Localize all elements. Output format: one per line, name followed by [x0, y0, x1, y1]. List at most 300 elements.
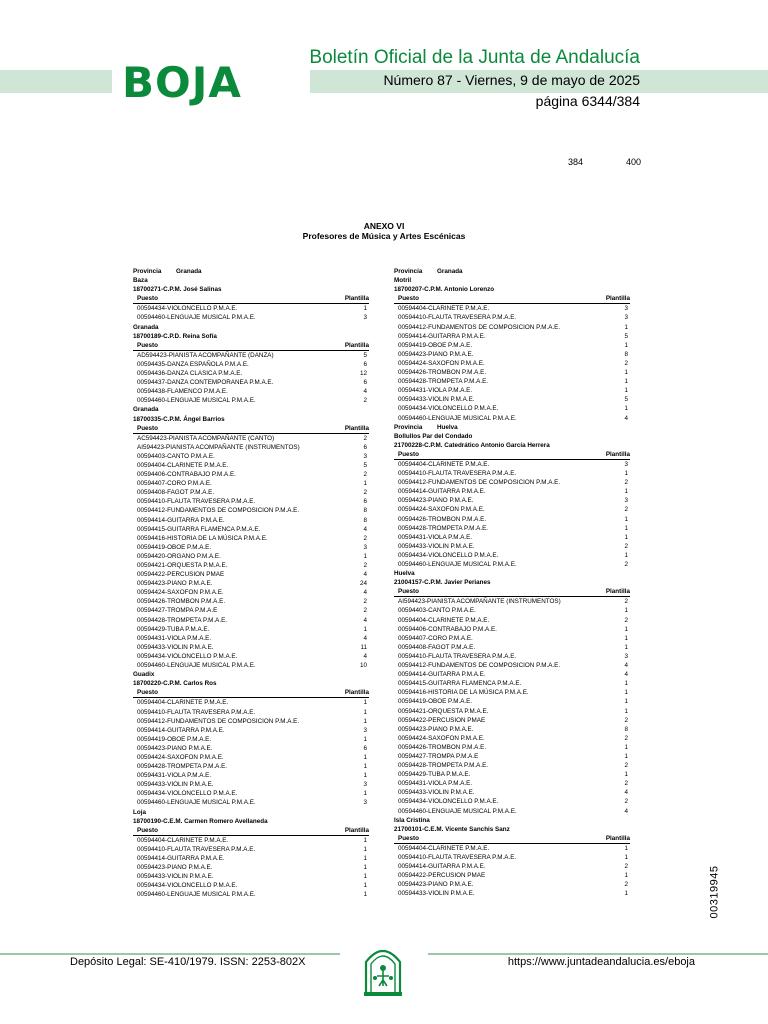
column-header-puesto: Puesto — [398, 834, 419, 842]
table-row — [133, 753, 369, 762]
staff-count: 1 — [363, 753, 367, 761]
staff-count: 6 — [363, 443, 367, 451]
post-name: 00594460-LENGUAJE MUSICAL P.M.A.E. — [137, 662, 256, 670]
column-header-puesto: Puesto — [137, 424, 158, 432]
staff-count: 1 — [624, 533, 628, 541]
page-numbers — [568, 157, 684, 167]
staff-count: 4 — [624, 662, 628, 670]
table-row — [394, 853, 630, 862]
staff-count: 4 — [363, 589, 367, 597]
post-name: 00594410-FLAUTA TRAVESERA P.M.A.E. — [398, 854, 517, 861]
post-name: 00594408-FAGOT P.M.A.E. — [398, 643, 476, 651]
post-name: 00594408-FAGOT P.M.A.E. — [137, 489, 215, 497]
staff-count: 3 — [624, 652, 628, 660]
staff-count: 1 — [363, 305, 367, 313]
post-name: 00594412-FUNDAMENTOS DE COMPOSICION P.M.A.E. — [137, 717, 300, 725]
staff-count: 3 — [363, 452, 367, 460]
annex-title: ANEXO VI — [363, 221, 405, 231]
table-row — [394, 597, 630, 606]
table-row — [394, 761, 630, 770]
table-row — [133, 506, 369, 515]
column-header-puesto: Puesto — [137, 826, 158, 834]
post-name: 00594403-CANTO P.M.A.E. — [137, 452, 215, 460]
staff-count: 2 — [363, 471, 367, 479]
table-row — [394, 377, 630, 386]
post-name: 00594436-DANZA CLASICA P.M.A.E. — [137, 370, 243, 378]
table-row — [133, 369, 369, 378]
table-row — [133, 434, 369, 443]
table-row — [394, 752, 630, 761]
post-name: 00594426-TROMBON P.M.A.E. — [398, 515, 487, 523]
staff-count: 12 — [359, 370, 367, 378]
staff-count: 2 — [624, 598, 628, 606]
staff-count: 6 — [363, 360, 367, 368]
table-row — [394, 643, 630, 652]
post-name: 00594410-FLAUTA TRAVESERA P.M.A.E. — [398, 314, 517, 322]
post-name: 00594426-TROMBON P.M.A.E. — [137, 598, 226, 606]
post-name: 00594404-CLARINETE P.M.A.E. — [137, 461, 229, 469]
staff-count: 1 — [363, 873, 367, 881]
staff-count: 8 — [624, 725, 628, 733]
post-name: AI594423-PIANISTA ACOMPAÑANTE (INSTRUMENTOS) — [398, 598, 561, 606]
table-row — [133, 570, 369, 579]
table-row — [394, 368, 630, 377]
staff-count: 24 — [359, 580, 367, 588]
staff-count: 1 — [624, 405, 628, 413]
table-row — [133, 661, 369, 670]
post-name: 00594423-PIANO P.M.A.E. — [137, 864, 213, 872]
table-row — [394, 652, 630, 661]
post-name: 00594423-PIANO P.M.A.E. — [398, 497, 474, 505]
staff-count: 6 — [363, 498, 367, 506]
staff-count: 2 — [624, 881, 628, 889]
table-row — [394, 779, 630, 788]
post-name: 00594414-GUITARRA P.M.A.E. — [398, 488, 486, 496]
post-name: AI594423-PIANISTA ACOMPAÑANTE (INSTRUMENTOS) — [137, 443, 300, 451]
staff-count: 2 — [363, 562, 367, 569]
staff-count: 1 — [363, 790, 367, 798]
post-name: 00594415-GUITARRA FLAMENCA P.M.A.E. — [137, 525, 261, 533]
post-name: 00594424-SAXOFON P.M.A.E. — [398, 734, 485, 742]
post-name: 00594433-VIOLIN P.M.A.E. — [398, 789, 475, 797]
post-name: 00594434-VIOLONCELLO P.M.A.E. — [137, 882, 238, 890]
post-name: 00594433-VIOLIN P.M.A.E. — [398, 542, 475, 550]
post-name: 00594429-TUBA P.M.A.E. — [398, 771, 471, 779]
table-header — [394, 834, 630, 844]
table-header — [133, 341, 369, 351]
staff-count: 1 — [363, 480, 367, 488]
post-name: 00594407-CORO P.M.A.E. — [137, 480, 212, 488]
post-name: 00594433-VIOLIN P.M.A.E. — [398, 890, 475, 898]
locality-name: Huelva — [394, 570, 415, 578]
table-row — [394, 862, 630, 871]
center-name: 18700335-C.P.M. Ángel Barrios — [133, 415, 225, 423]
table-row — [133, 771, 369, 780]
staff-count: 2 — [363, 397, 367, 405]
table-row — [394, 889, 630, 898]
post-name: 00594422-PERCUSION PMAE — [398, 872, 486, 880]
table-row — [133, 717, 369, 726]
table-row — [133, 351, 369, 360]
staff-count: 1 — [624, 524, 628, 532]
staff-count: 2 — [624, 863, 628, 871]
staff-count: 1 — [363, 836, 367, 844]
table-row — [133, 470, 369, 479]
post-name: 00594433-VIOLIN P.M.A.E. — [137, 643, 214, 651]
post-name: 00594426-TROMBON P.M.A.E. — [398, 743, 487, 751]
issue-info: Número 87 - Viernes, 9 de mayo de 2025 — [383, 72, 640, 88]
staff-count: 2 — [363, 607, 367, 615]
staff-count: 1 — [624, 698, 628, 706]
staff-count: 3 — [624, 460, 628, 468]
staff-count: 3 — [363, 781, 367, 789]
staff-count: 1 — [624, 854, 628, 861]
junta-andalucia-emblem-icon — [362, 938, 404, 998]
post-name: 00594460-LENGUAJE MUSICAL P.M.A.E. — [398, 414, 517, 422]
staff-count: 1 — [624, 515, 628, 523]
table-row — [133, 789, 369, 798]
staff-count: 1 — [363, 864, 367, 872]
staff-count: 4 — [363, 652, 367, 660]
post-name: 00594404-CLARINETE P.M.A.E. — [398, 616, 490, 624]
table-row — [133, 735, 369, 744]
table-header — [133, 424, 369, 434]
province-line — [394, 423, 630, 432]
table-row — [133, 461, 369, 470]
locality-name: Baza — [133, 277, 148, 285]
post-name: 00594435-DANZA ESPAÑOLA P.M.A.E. — [137, 360, 249, 368]
side-code — [710, 864, 725, 924]
post-name: 00594415-GUITARRA FLAMENCA P.M.A.E. — [398, 680, 522, 688]
post-name: 00594404-CLARINETE P.M.A.E. — [137, 699, 229, 707]
staff-count: 6 — [363, 744, 367, 752]
staff-count: 3 — [624, 497, 628, 505]
table-row — [133, 762, 369, 771]
post-name: 00594410-FLAUTA TRAVESERA P.M.A.E. — [398, 470, 517, 478]
post-name: 00594434-VIOLONCELLO P.M.A.E. — [398, 798, 499, 806]
staff-count: 1 — [624, 341, 628, 349]
table-row — [394, 313, 630, 322]
post-name: 00594412-FUNDAMENTOS DE COMPOSICION P.M.A.E. — [398, 323, 561, 331]
header-band-left — [0, 70, 112, 93]
staff-count: 2 — [624, 561, 628, 568]
table-row — [394, 871, 630, 880]
staff-count: 1 — [624, 689, 628, 697]
table-row — [133, 497, 369, 506]
post-name: 00594423-PIANO P.M.A.E. — [137, 580, 213, 588]
table-row — [394, 478, 630, 487]
staff-count: 1 — [624, 387, 628, 395]
table-row — [394, 515, 630, 524]
table-row — [394, 807, 630, 816]
staff-count: 8 — [363, 507, 367, 515]
staff-count: 3 — [363, 726, 367, 734]
locality-name: Guadix — [133, 671, 155, 679]
table-row — [394, 661, 630, 670]
post-name: 00594410-FLAUTA TRAVESERA P.M.A.E. — [398, 652, 517, 660]
staff-count: 1 — [624, 680, 628, 688]
post-name: 00594431-VIOLA P.M.A.E. — [137, 634, 212, 642]
column-header-puesto: Puesto — [398, 295, 419, 303]
table-row — [133, 726, 369, 735]
staff-count: 2 — [624, 762, 628, 770]
table-row — [394, 770, 630, 779]
province-label: Provincia — [394, 423, 423, 431]
staff-count: 3 — [363, 799, 367, 807]
table-row — [133, 845, 369, 854]
staff-count: 2 — [624, 479, 628, 487]
post-name: 00594434-VIOLONCELLO P.M.A.E. — [398, 405, 499, 413]
center-name: 18700190-C.E.M. Carmen Romero Avellaneda — [133, 817, 268, 825]
post-name: 00594434-VIOLONCELLO P.M.A.E. — [137, 652, 238, 660]
post-name: 00594428-TROMPETA P.M.A.E. — [137, 763, 228, 771]
table-row — [394, 551, 630, 560]
province-line — [133, 267, 369, 276]
post-name: 00594427-TROMPA P.M.A.E — [398, 752, 479, 760]
table-header — [394, 450, 630, 460]
table-row — [133, 534, 369, 543]
post-name: 00594427-TROMPA P.M.A.E — [137, 607, 218, 615]
post-name: 00594460-LENGUAJE MUSICAL P.M.A.E. — [398, 561, 517, 568]
table-row — [394, 524, 630, 533]
post-name: 00594410-FLAUTA TRAVESERA P.M.A.E. — [137, 498, 256, 506]
table-header — [394, 294, 630, 304]
table-row — [133, 616, 369, 625]
footer-url-link[interactable]: https://www.juntadeandalucia.es/eboja — [507, 956, 695, 968]
staff-count: 1 — [624, 369, 628, 377]
post-name: 00594423-PIANO P.M.A.E. — [398, 725, 474, 733]
staff-count: 1 — [363, 708, 367, 716]
center-name: 18700271-C.P.M. José Salinas — [133, 286, 222, 294]
post-name: 00594460-LENGUAJE MUSICAL P.M.A.E. — [137, 891, 256, 899]
column-header-plantilla: Plantilla — [605, 450, 630, 458]
province-name: Granada — [176, 268, 202, 275]
staff-count: 4 — [363, 571, 367, 579]
staff-count: 1 — [363, 855, 367, 862]
table-row — [394, 533, 630, 542]
staff-count: 1 — [363, 735, 367, 743]
table-row — [133, 313, 369, 322]
table-row — [133, 854, 369, 863]
table-row — [394, 323, 630, 332]
table-row — [394, 332, 630, 341]
side-code-text: 00319945 — [708, 865, 721, 919]
table-row — [133, 543, 369, 552]
post-name: 00594433-VIOLIN P.M.A.E. — [137, 873, 214, 881]
post-name: 00594416-HISTORIA DE LA MÚSICA P.M.A.E. — [398, 689, 529, 697]
post-name: 00594433-VIOLIN P.M.A.E. — [398, 396, 475, 404]
staff-count: 2 — [624, 359, 628, 367]
post-name: 00594421-ORQUESTA P.M.A.E. — [137, 562, 228, 569]
table-header — [133, 688, 369, 698]
table-row — [133, 378, 369, 387]
post-name: 00594421-ORQUESTA P.M.A.E. — [398, 707, 489, 715]
table-row — [394, 350, 630, 359]
page-info: página 6344/384 — [535, 93, 640, 109]
post-name: AC594423-PIANISTA ACOMPAÑANTE (CANTO) — [137, 434, 275, 442]
post-name: 00594431-VIOLA P.M.A.E. — [398, 387, 473, 395]
post-name: 00594434-VIOLONCELLO P.M.A.E. — [137, 305, 238, 313]
post-name: 00594422-PERCUSION PMAE — [137, 571, 225, 579]
post-name: 00594414-GUITARRA P.M.A.E. — [137, 726, 225, 734]
post-name: 00594414-GUITARRA P.M.A.E. — [398, 332, 486, 340]
post-name: 00594410-FLAUTA TRAVESERA P.M.A.E. — [137, 845, 256, 853]
staff-count: 1 — [624, 470, 628, 478]
post-name: 00594460-LENGUAJE MUSICAL P.M.A.E. — [398, 807, 517, 815]
staff-count: 1 — [624, 551, 628, 559]
staff-count: 2 — [624, 798, 628, 806]
post-name: AD594423-PIANISTA ACOMPAÑANTE (DANZA) — [137, 351, 274, 359]
center-name: 21700228-C.P.M. Catedrático Antonio García Herrera — [394, 441, 550, 449]
table-row — [394, 505, 630, 514]
staff-count: 1 — [363, 699, 367, 707]
center-name: 21004157-C.P.M. Javier Perianes — [394, 579, 491, 587]
post-name: 00594419-OBOE P.M.A.E. — [137, 543, 212, 551]
table-row — [133, 452, 369, 461]
staff-count: 1 — [363, 845, 367, 853]
staff-count: 1 — [624, 625, 628, 633]
staff-count: 2 — [624, 780, 628, 788]
locality-name: Loja — [133, 808, 146, 816]
column-header-puesto: Puesto — [398, 450, 419, 458]
table-row — [394, 679, 630, 688]
province-label: Provincia — [133, 268, 162, 275]
post-name: 00594404-CLARINETE P.M.A.E. — [398, 844, 490, 852]
column-header-puesto: Puesto — [137, 689, 158, 697]
post-name: 00594414-GUITARRA P.M.A.E. — [398, 671, 486, 679]
staff-count: 1 — [363, 891, 367, 899]
post-name: 00594433-VIOLIN P.M.A.E. — [137, 781, 214, 789]
table-row — [133, 698, 369, 707]
table-row — [133, 387, 369, 396]
staff-count: 1 — [624, 771, 628, 779]
table-row — [394, 469, 630, 478]
column-header-plantilla: Plantilla — [344, 689, 369, 697]
staff-count: 1 — [363, 625, 367, 633]
post-name: 00594460-LENGUAJE MUSICAL P.M.A.E. — [137, 397, 256, 405]
post-name: 00594419-OBOE P.M.A.E. — [398, 698, 473, 706]
table-row — [394, 414, 630, 423]
staff-count: 2 — [363, 489, 367, 497]
staff-count: 6 — [363, 379, 367, 387]
column-header-plantilla: Plantilla — [344, 295, 369, 303]
table-row — [394, 797, 630, 806]
table-row — [394, 788, 630, 797]
table-row — [133, 525, 369, 534]
staff-count: 3 — [363, 314, 367, 322]
table-row — [394, 460, 630, 469]
staff-count: 3 — [363, 543, 367, 551]
staff-count: 1 — [624, 634, 628, 642]
post-name: 00594424-SAXOFON P.M.A.E. — [137, 589, 224, 597]
table-row — [394, 716, 630, 725]
post-name: 00594412-FUNDAMENTOS DE COMPOSICION P.M.A.E. — [137, 507, 300, 515]
table-row — [133, 652, 369, 661]
locality-name: Isla Cristina — [394, 816, 430, 824]
column-header-plantilla: Plantilla — [605, 295, 630, 303]
column-header-puesto: Puesto — [137, 295, 158, 303]
table-row — [394, 404, 630, 413]
table-row — [394, 304, 630, 313]
post-name: 00594423-PIANO P.M.A.E. — [398, 881, 474, 889]
post-name: 00594431-VIOLA P.M.A.E. — [137, 772, 212, 780]
table-row — [394, 616, 630, 625]
post-name: 00594424-SAXOFON P.M.A.E. — [398, 506, 485, 514]
staff-count: 1 — [624, 378, 628, 386]
post-name: 00594428-TROMPETA P.M.A.E. — [398, 378, 489, 386]
staff-count: 1 — [624, 323, 628, 331]
staff-count: 1 — [624, 643, 628, 651]
staff-count: 5 — [363, 461, 367, 469]
post-name: 00594419-OBOE P.M.A.E. — [398, 341, 473, 349]
table-row — [133, 516, 369, 525]
staff-count: 8 — [363, 516, 367, 524]
post-name: 00594403-CANTO P.M.A.E. — [398, 607, 476, 615]
staff-count: 1 — [363, 763, 367, 771]
table-row — [133, 304, 369, 313]
post-name: 00594426-TROMBON P.M.A.E. — [398, 369, 487, 377]
locality-name: Granada — [133, 406, 159, 414]
staff-count: 4 — [624, 789, 628, 797]
table-row — [133, 634, 369, 643]
table-row — [394, 395, 630, 404]
table-row — [133, 625, 369, 634]
legal-deposit: Depósito Legal: SE-410/1979. ISSN: 2253-802X — [70, 956, 306, 968]
table-row — [394, 359, 630, 368]
post-name: 00594414-GUITARRA P.M.A.E. — [137, 855, 225, 862]
table-row — [133, 396, 369, 405]
table-row — [394, 341, 630, 350]
right-column — [394, 267, 630, 898]
footer-rule-right — [428, 953, 768, 955]
staff-count: 1 — [624, 488, 628, 496]
column-header-plantilla: Plantilla — [605, 834, 630, 842]
staff-count: 5 — [624, 396, 628, 404]
table-row — [394, 880, 630, 889]
table-row — [394, 688, 630, 697]
province-line — [394, 267, 630, 276]
post-name: 00594404-CLARINETE P.M.A.E. — [137, 836, 229, 844]
table-row — [133, 443, 369, 452]
staff-count: 1 — [624, 844, 628, 852]
post-name: 00594416-HISTORIA DE LA MÚSICA P.M.A.E. — [137, 534, 268, 542]
staff-count: 3 — [624, 305, 628, 313]
staff-count: 11 — [360, 643, 367, 651]
staff-count: 2 — [624, 616, 628, 624]
table-row — [133, 360, 369, 369]
post-name: 00594407-CORO P.M.A.E. — [398, 634, 473, 642]
bulletin-title: Boletín Oficial de la Junta de Andalucía — [309, 47, 640, 68]
post-name: 00594460-LENGUAJE MUSICAL P.M.A.E. — [137, 314, 256, 322]
post-name: 00594414-GUITARRA P.M.A.E. — [137, 516, 225, 524]
staff-count: 3 — [624, 314, 628, 322]
table-row — [133, 597, 369, 606]
table-row — [394, 496, 630, 505]
table-row — [394, 743, 630, 752]
post-name: 00594404-CLARINETE P.M.A.E. — [398, 305, 490, 313]
center-name: 18700189-C.P.D. Reina Sofía — [133, 332, 217, 340]
post-name: 00594431-VIOLA P.M.A.E. — [398, 533, 473, 541]
staff-count: 2 — [363, 598, 367, 606]
table-row — [133, 780, 369, 789]
post-name: 00594410-FLAUTA TRAVESERA P.M.A.E. — [137, 708, 256, 716]
footer-rule-left — [0, 953, 340, 955]
table-row — [133, 606, 369, 615]
staff-count: 4 — [363, 616, 367, 624]
page-number-end: 400 — [626, 157, 642, 167]
staff-count: 10 — [359, 662, 367, 670]
table-row — [133, 863, 369, 872]
